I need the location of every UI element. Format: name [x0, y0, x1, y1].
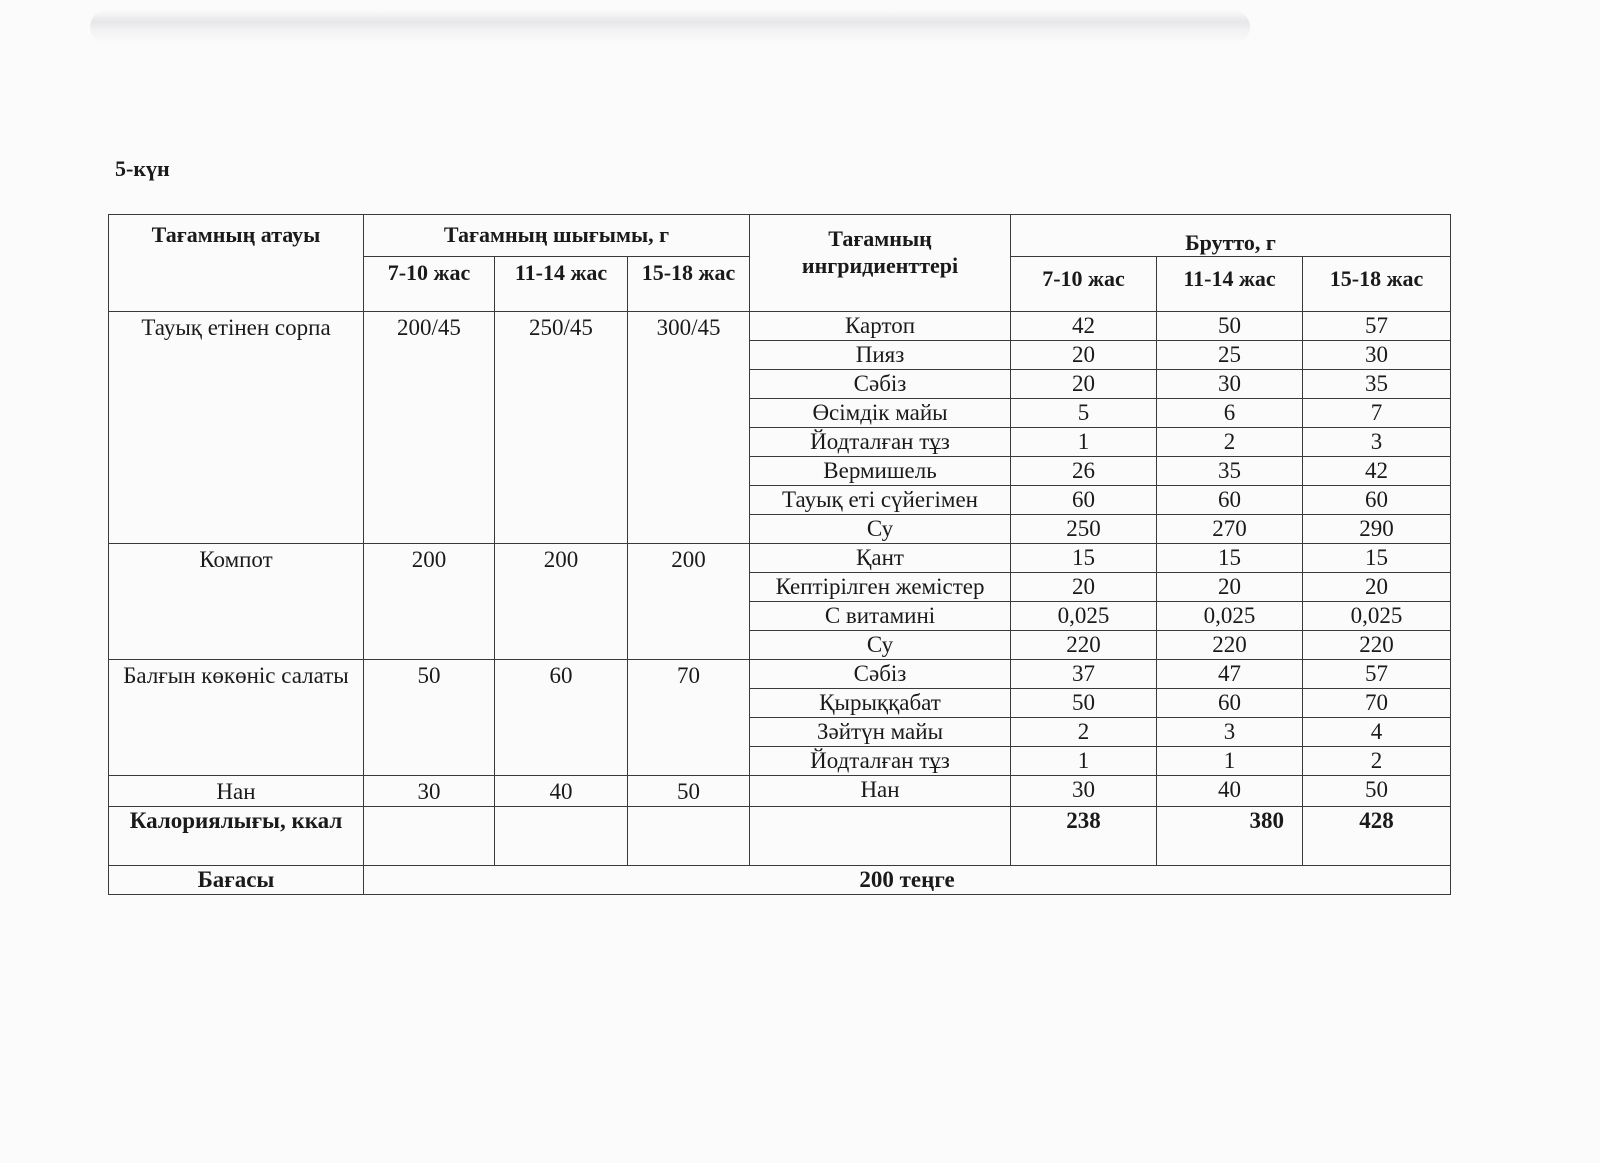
ingredient-row [109, 312, 1451, 341]
ingredient-brutto-age-2: 15 [1157, 544, 1303, 573]
ingredient-brutto-age-3: 50 [1303, 776, 1451, 807]
menu-table [108, 214, 1451, 895]
ingredient-brutto-age-3: 42 [1303, 457, 1451, 486]
ingredient-brutto-age-1: 20 [1011, 573, 1157, 602]
ingredient-name: Қырыққабат [750, 689, 1011, 718]
ingredient-row [109, 660, 1451, 689]
ingredient-brutto-age-1: 20 [1011, 370, 1157, 399]
header-output-age-2: 11-14 жас [495, 257, 628, 312]
ingredient-name: Су [750, 515, 1011, 544]
ingredient-name: Пияз [750, 341, 1011, 370]
ingredient-brutto-age-2: 3 [1157, 718, 1303, 747]
ingredient-name: Картоп [750, 312, 1011, 341]
ingredient-brutto-age-1: 1 [1011, 428, 1157, 457]
ingredient-brutto-age-2: 47 [1157, 660, 1303, 689]
ingredient-brutto-age-2: 220 [1157, 631, 1303, 660]
calories-value-3: 428 [1303, 807, 1451, 866]
dish-output-age-2: 60 [495, 660, 628, 776]
dish-output-age-3: 200 [628, 544, 750, 660]
ingredient-name: Сәбіз [750, 370, 1011, 399]
dish-name: Тауық етінен сорпа [109, 312, 364, 544]
ingredient-brutto-age-1: 20 [1011, 341, 1157, 370]
day-title: 5-күн [115, 156, 170, 181]
price-label: Бағасы [109, 866, 364, 895]
ingredient-name: Вермишель [750, 457, 1011, 486]
dish-output-age-1: 200 [364, 544, 495, 660]
ingredient-brutto-age-2: 0,025 [1157, 602, 1303, 631]
header-output-age-3: 15-18 жас [628, 257, 750, 312]
ingredient-name: Су [750, 631, 1011, 660]
calories-row [109, 807, 1451, 866]
ingredient-name: С витамині [750, 602, 1011, 631]
ingredient-brutto-age-1: 15 [1011, 544, 1157, 573]
header-brutto-age-1: 7-10 жас [1011, 257, 1157, 312]
ingredient-brutto-age-2: 60 [1157, 486, 1303, 515]
ingredient-brutto-age-1: 1 [1011, 747, 1157, 776]
header-brutto-age-2: 11-14 жас [1157, 257, 1303, 312]
ingredient-brutto-age-2: 60 [1157, 689, 1303, 718]
ingredient-row [109, 544, 1451, 573]
ingredient-brutto-age-3: 30 [1303, 341, 1451, 370]
ingredient-brutto-age-1: 5 [1011, 399, 1157, 428]
ingredient-brutto-age-1: 30 [1011, 776, 1157, 807]
ingredient-name: Йодталған тұз [750, 747, 1011, 776]
header-output: Тағамның шығымы, г [364, 215, 750, 257]
header-output-age-1: 7-10 жас [364, 257, 495, 312]
ingredient-brutto-age-2: 40 [1157, 776, 1303, 807]
ingredient-row [109, 776, 1451, 807]
header-row [109, 215, 1451, 257]
calories-empty-cell [364, 807, 495, 866]
ingredient-brutto-age-1: 50 [1011, 689, 1157, 718]
calories-empty-cell [495, 807, 628, 866]
ingredient-name: Өсімдік майы [750, 399, 1011, 428]
ingredient-brutto-age-3: 15 [1303, 544, 1451, 573]
dish-output-age-2: 40 [495, 776, 628, 807]
ingredient-brutto-age-1: 26 [1011, 457, 1157, 486]
ingredient-brutto-age-1: 42 [1011, 312, 1157, 341]
ingredient-brutto-age-3: 57 [1303, 660, 1451, 689]
ingredient-brutto-age-3: 290 [1303, 515, 1451, 544]
dish-output-age-1: 200/45 [364, 312, 495, 544]
dish-output-age-2: 200 [495, 544, 628, 660]
dish-output-age-2: 250/45 [495, 312, 628, 544]
price-row [109, 866, 1451, 895]
calories-label: Калориялығы, ккал [109, 807, 364, 866]
ingredient-brutto-age-2: 25 [1157, 341, 1303, 370]
ingredient-name: Зәйтүн майы [750, 718, 1011, 747]
ingredient-brutto-age-2: 270 [1157, 515, 1303, 544]
dish-name: Нан [109, 776, 364, 807]
ingredient-brutto-age-1: 37 [1011, 660, 1157, 689]
dish-output-age-3: 70 [628, 660, 750, 776]
ingredient-brutto-age-3: 2 [1303, 747, 1451, 776]
ingredient-brutto-age-3: 60 [1303, 486, 1451, 515]
calories-value-2: 380 [1157, 807, 1303, 866]
ingredient-brutto-age-1: 0,025 [1011, 602, 1157, 631]
ingredient-name: Нан [750, 776, 1011, 807]
dish-name: Балғын көкөніс салаты [109, 660, 364, 776]
header-ingredients: Тағамның ингридиенттері [750, 215, 1011, 312]
ingredient-brutto-age-1: 250 [1011, 515, 1157, 544]
ingredient-name: Йодталған тұз [750, 428, 1011, 457]
ingredient-brutto-age-1: 2 [1011, 718, 1157, 747]
price-value: 200 теңге [364, 866, 1451, 895]
ingredient-brutto-age-3: 70 [1303, 689, 1451, 718]
calories-empty-cell [628, 807, 750, 866]
ingredient-brutto-age-2: 20 [1157, 573, 1303, 602]
ingredient-name: Қант [750, 544, 1011, 573]
ingredient-brutto-age-1: 60 [1011, 486, 1157, 515]
ingredient-brutto-age-3: 57 [1303, 312, 1451, 341]
ingredient-name: Тауық еті сүйегімен [750, 486, 1011, 515]
header-brutto-age-3: 15-18 жас [1303, 257, 1451, 312]
ingredient-brutto-age-3: 0,025 [1303, 602, 1451, 631]
ingredient-brutto-age-3: 35 [1303, 370, 1451, 399]
ingredient-brutto-age-3: 3 [1303, 428, 1451, 457]
ingredient-brutto-age-3: 7 [1303, 399, 1451, 428]
ingredient-brutto-age-3: 20 [1303, 573, 1451, 602]
menu-body [109, 312, 1451, 807]
ingredient-brutto-age-3: 4 [1303, 718, 1451, 747]
dish-output-age-1: 30 [364, 776, 495, 807]
calories-empty-cell [750, 807, 1011, 866]
ingredient-brutto-age-2: 1 [1157, 747, 1303, 776]
calories-value-1: 238 [1011, 807, 1157, 866]
ingredient-brutto-age-3: 220 [1303, 631, 1451, 660]
dish-name: Компот [109, 544, 364, 660]
ingredient-brutto-age-2: 35 [1157, 457, 1303, 486]
ingredient-brutto-age-1: 220 [1011, 631, 1157, 660]
dish-output-age-1: 50 [364, 660, 495, 776]
header-dish-name: Тағамның атауы [109, 215, 364, 312]
ingredient-brutto-age-2: 30 [1157, 370, 1303, 399]
dish-output-age-3: 50 [628, 776, 750, 807]
header-brutto: Брутто, г [1011, 215, 1451, 257]
ingredient-name: Кептірілген жемістер [750, 573, 1011, 602]
ingredient-brutto-age-2: 50 [1157, 312, 1303, 341]
ingredient-brutto-age-2: 6 [1157, 399, 1303, 428]
ingredient-brutto-age-2: 2 [1157, 428, 1303, 457]
ingredient-name: Сәбіз [750, 660, 1011, 689]
scan-artifact [90, 10, 1250, 44]
dish-output-age-3: 300/45 [628, 312, 750, 544]
